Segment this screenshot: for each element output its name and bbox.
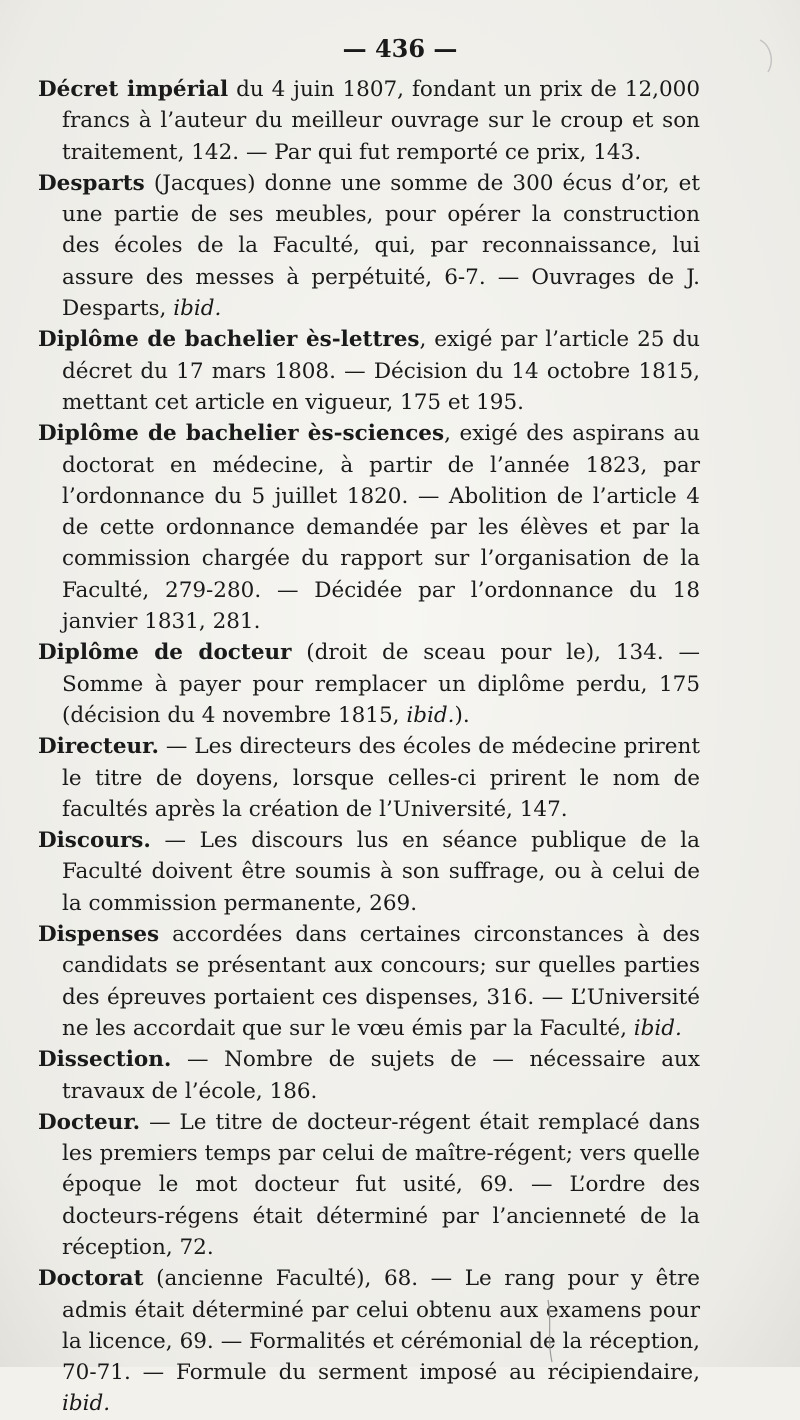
entry-text: , exigé par l’article 25 du décret du 17 mars 1808. — Décision du 14 octobre 1815, mettant cet article en vigueur, 175 et 195. [62,327,700,415]
entry-term: Dispenses [38,922,160,948]
index-entry-diplome-docteur [38,637,700,731]
index-entry-decret [38,74,700,168]
entry-term: Directeur. [38,734,159,760]
entry-ibid: ibid. [62,1391,111,1417]
entry-ibid: ibid. [406,702,455,728]
page-number: — 436 — [342,34,458,63]
entry-ibid: ibid. [173,296,222,322]
index-entry-doctorat [38,1263,700,1419]
entry-term: Décret impérial [38,77,229,102]
entry-term: Diplôme de docteur [38,640,292,666]
entry-term: Doctorat [38,1266,144,1292]
entry-text: (Jacques) donne une somme de 300 écus d’or, et une partie de ses meubles, pour opérer la construction des écoles de la Faculté, qui, par reconnaissance, lui assure des messes à perpétuité, 6-7. — Ouvrages de J. Desparts, [62,170,700,322]
index-entry-diplome-sciences [38,418,700,637]
entry-text: accordées dans certaines circonstances à des candidats se présentant aux concours; sur quelles parties des épreuves portaient ces dispenses, 316. — L’Université ne les accordait que sur le vœu émis par la Faculté, [62,922,700,1041]
entry-text-after: ). [454,702,470,728]
entry-text: du 4 juin 1807, fondant un prix de 12,000 francs à l’auteur du meilleur ouvrage sur le croup et son traitement, 142. — Par qui fut remporté ce prix, 143. [62,77,700,165]
entry-text: — Nombre de sujets de — nécessaire aux travaux de l’école, 186. [62,1047,700,1104]
entry-term: Desparts [38,170,145,196]
index-entries [38,74,700,1420]
entry-text: — Les directeurs des écoles de médecine prirent le titre de doyens, lorsque celles-ci prirent le nom de facultés après la création de l’Université, 147. [62,734,700,822]
entry-term: Dissection. [38,1047,172,1073]
entry-ibid: ibid. [633,1015,682,1041]
entry-text: , exigé des aspirans au doctorat en médecine, à partir de l’année 1823, par l’ordonnance du 5 juillet 1820. — Abolition de l’article 4 de cette ordonnance demandée par les élèves et par la commission chargée du rapport sur l’organisation de la Faculté, 279-280. — Décidée par l’ordonnance du 18 janvier 1831, 281. [62,421,700,635]
entry-term: Discours. [38,828,151,854]
entry-text: — Les discours lus en séance publique de la Faculté doivent être soumis à son suffrage, ou à celui de la commission permanente, 269. [62,828,700,916]
entry-term: Diplôme de bachelier ès-sciences [38,421,445,447]
index-entry-dispenses [38,919,700,1044]
entry-text: (ancienne Faculté), 68. — Le rang pour y être admis était déterminé par celui obtenu aux examens pour la licence, 69. — Formalités et cérémonial de la réception, 70-71. — Formule du serment imposé au récipiendaire, [62,1266,700,1386]
entry-text: (droit de sceau pour le), 134. — Somme à payer pour remplacer un diplôme perdu, 175 (décision du 4 novembre 1815, [62,640,700,728]
index-entry-discours [38,825,700,919]
index-entry-directeur [38,731,700,825]
entry-text: — Le titre de docteur-régent était remplacé dans les premiers temps par celui de maître-régent; vers quelle époque le mot docteur fut usité, 69. — L’ordre des docteurs-régens était déterminé par l’ancienneté de la réception, 72. [62,1109,700,1260]
entry-term: Docteur. [38,1109,141,1135]
index-entry-diplome-lettres [38,324,700,418]
index-entry-desparts [38,168,700,324]
entry-term: Diplôme de bachelier ès-lettres [38,327,420,353]
index-entry-dissection [38,1044,700,1107]
index-entry-docteur [38,1107,700,1263]
